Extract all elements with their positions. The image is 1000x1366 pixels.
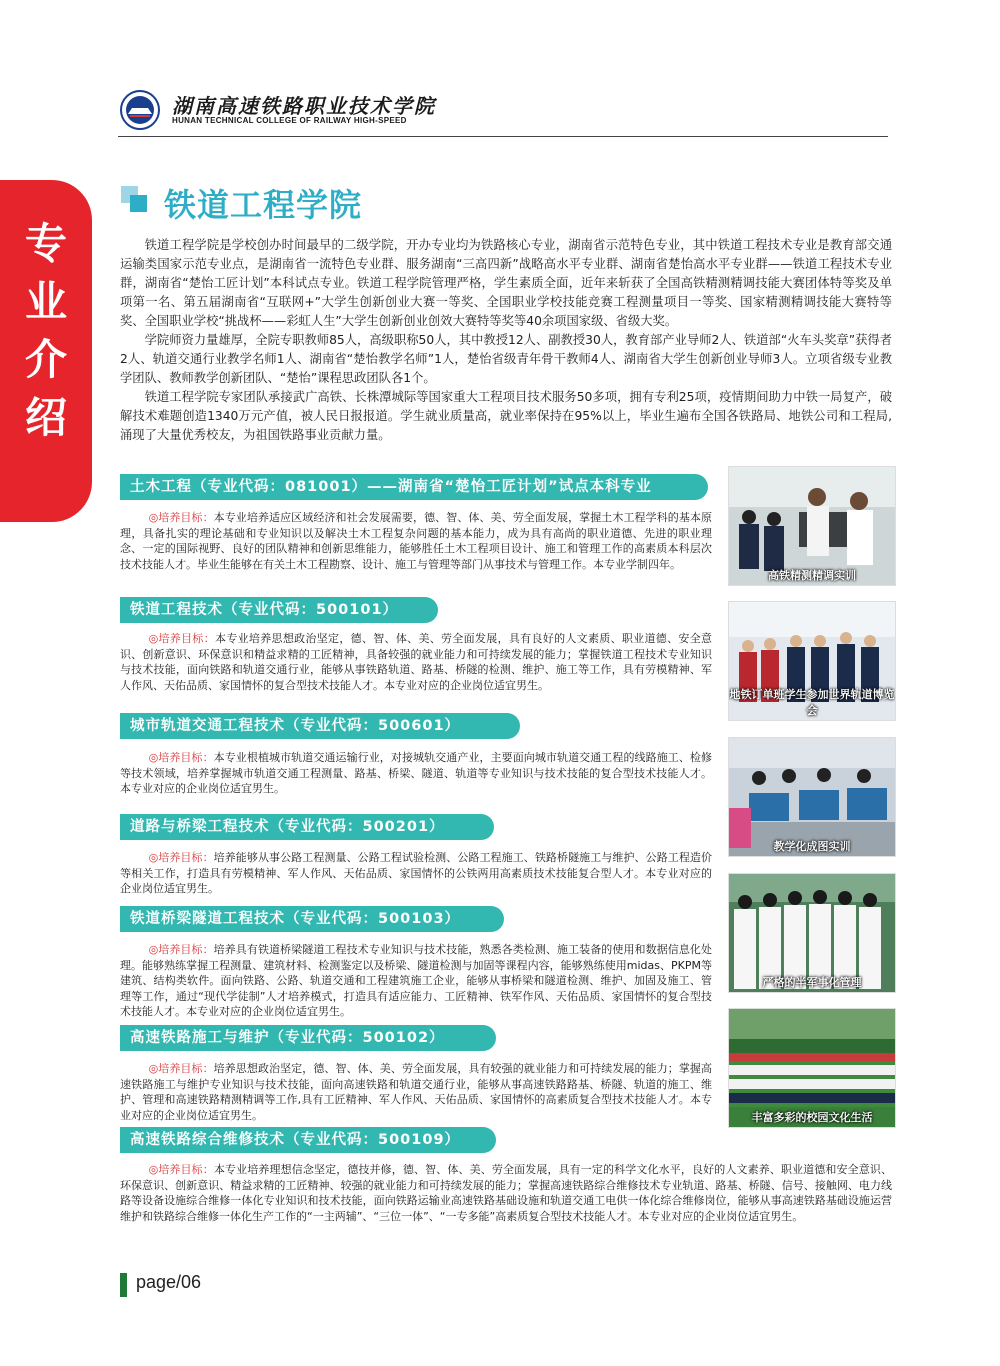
program-description: [120, 631, 712, 693]
page-title: 铁道工程学院: [164, 186, 363, 224]
intro-paragraph: 铁道工程学院是学校创办时间最早的二级学院，开办专业均为铁路核心专业，湖南省示范特色专业，其中铁道工程技术专业是教育部交通运输类国家示范专业点，是湖南省一流特色专业群、服务湖南“三高四新”战略高水平专业群、湖南省楚怡高水平专业群——铁道工程技术专业群，湖南省“楚怡工匠计划”本科试点专业。铁道工程学院管理严格，学生素质全面，近年来斩获了全国高铁精测精调技能大赛团体特等奖及单项第一名、第五届湖南省“互联网+”大学生创新创业大赛一等奖、全国职业学校技能竞赛工程测量项目一等奖、国家精测精调技能大赛特等奖、全国职业学校“挑战杯——彩虹人生”大学生创新创业创效大赛特等奖等40余项国家级、省级大奖。: [120, 238, 892, 328]
photo-military-management: [728, 873, 896, 993]
program-description: [120, 510, 712, 572]
program-goal-text: 本专业培养理想信念坚定，德技并修，德、智、体、美、劳全面发展，具有一定的科学文化水平，良好的人文素养、职业道德和安全意识、环保意识、创新意识、精益求精的工匠精神、较强的就业能力和可持续发展的能力；掌握高速铁路综合维修技术专业轨道、路基、桥隧、信号、接触网、电力线路等设备设施综合维修一体化专业知识和技术技能，面向铁路运输业高速铁路基础设施和轨道交通工电供一体化综合维修岗位，能够从事高速铁路基础设施运营维护和铁路综合维修一体化生产工作的“一主两辅”、“三位一体”、“一专多能”高素质复合型技术技能人才。本专业对应的企业岗位适宜男生。: [120, 1163, 892, 1223]
photo-survey-training: [728, 466, 896, 586]
header-divider: [118, 136, 888, 137]
program-goal-text: 培养思想政治坚定，德、智、体、美、劳全面发展，具有较强的就业能力和可持续发展的能力；掌握高速铁路施工与维护专业知识与技术技能，面向高速铁路和轨道交通行业，能够从事高速铁路路基、桥隧、轨道的施工、维护、管理和高速铁路精测精调等工作,具有工匠精神、军人作风、天佑品质、家国情怀的高素质复合型技术技能人才。本专业对应的企业岗位适宜男生。: [120, 1062, 712, 1122]
program-header: 铁道工程技术（专业代码：500101）: [120, 597, 438, 623]
program-goal-text: 本专业培养适应区域经济和社会发展需要，德、智、体、美、劳全面发展，掌握土木工程学科的基本原理，具备扎实的理论基础和专业知识以及解决土木工程复杂问题的基本能力，成为具有高尚的职业道德、先进的职业理念、一定的国际视野、良好的团队精神和创新思维能力，能够胜任土木工程项目设计、施工和管理工作的高素质本科层次技术技能人才。毕业生能够在有关土木工程勘察、设计、施工与管理等部门从事技术与管理工作。本专业学制四年。: [120, 511, 712, 571]
program-description: [120, 1061, 712, 1123]
intro-paragraph: 铁道工程学院专家团队承接武广高铁、长株潭城际等国家重大工程项目技术服务50多项，拥有专利25项，疫情期间助力中铁一局复产，破解技术难题创造1340万元产值，被人民日报报道。学生就业质量高，就业率保持在95%以上，毕业生遍布全国各铁路局、地铁公司和工程局, 涌现了大量优秀校友，为祖国铁路事业贡献力量。: [120, 390, 892, 442]
photo-caption: 高铁精测精调实训: [768, 569, 856, 582]
program-description: [120, 1162, 892, 1224]
title-square-icon: [121, 186, 151, 212]
school-name-cn: 湖南高速铁路职业技术学院: [172, 94, 436, 118]
program-description: [120, 850, 712, 897]
program-header: 铁道桥梁隧道工程技术（专业代码：500103）: [120, 906, 504, 932]
program-goal-label: ◎培养目标：: [148, 851, 214, 864]
program-goal-label: ◎培养目标：: [148, 751, 214, 764]
photo-caption: 地铁订单班学生参加世界轨道博览会: [729, 688, 895, 717]
program-goal-text: 培养具有铁道桥梁隧道工程技术专业知识与技术技能，熟悉各类检测、施工装备的使用和数据信息化处理。能够熟练掌握工程测量、建筑材料、检测鉴定以及桥梁、隧道检测与加固等课程内容，能够熟练使用midas、PKPM等建筑、结构类软件。面向铁路、公路、轨道交通和工程建筑施工企业，能够从事桥梁和隧道检测、维护、加固及施工、管理等工作，通过“现代学徒制”人才培养模式，打造具有适应能力、工匠精神、铁军作风、天佑品质、家国情怀的复合型技术技能人才。本专业对应的企业岗位适宜男生。: [120, 943, 712, 1019]
photo-caption: 教学化成图实训: [773, 840, 851, 853]
program-goal-label: ◎培养目标：: [148, 1062, 214, 1075]
photo-expo: [728, 601, 896, 721]
photo-caption: 严格的半军事化管理: [762, 976, 862, 989]
side-label-text: 专业介绍: [24, 219, 67, 442]
program-goal-label: ◎培养目标：: [148, 1163, 214, 1176]
page-number: page/06: [136, 1272, 202, 1292]
program-description: [120, 750, 712, 797]
photo-campus-life: [728, 1008, 896, 1128]
photo-mapping-training: [728, 737, 896, 857]
program-header: 高速铁路综合维修技术（专业代码：500109）: [120, 1127, 496, 1153]
program-goal-label: ◎培养目标：: [148, 511, 214, 524]
page-header: [118, 88, 898, 134]
program-description: [120, 942, 712, 1020]
program-goal-text: 本专业根植城市轨道交通运输行业，对接城轨交通产业，主要面向城市轨道交通工程的线路施工、检修等技术领域，培养掌握城市轨道交通工程测量、路基、桥梁、隧道、轨道等专业知识与技术技能的复合型技术技能人才。本专业对应的企业岗位适宜男生。: [120, 751, 712, 796]
program-goal-label: ◎培养目标：: [148, 943, 214, 956]
program-header: 土木工程（专业代码：081001）——湖南省“楚怡工匠计划”试点本科专业: [120, 474, 708, 500]
program-header: 城市轨道交通工程技术（专业代码：500601）: [120, 713, 520, 739]
program-goal-label: ◎培养目标：: [148, 632, 216, 645]
photo-caption: 丰富多彩的校园文化生活: [751, 1111, 873, 1124]
intro-text: [120, 236, 892, 445]
program-goal-text: 本专业培养思想政治坚定，德、智、体、美、劳全面发展，具有良好的人文素质、职业道德、安全意识、创新意识、环保意识和精益求精的工匠精神，具备较强的就业能力和可持续发展的能力；掌握铁道工程技术专业知识与技术技能，面向铁路和轨道交通行业，能够从事铁路轨道、路基、桥隧的检测、维护、施工等工作，具有劳模精神、军人作风、天佑品质、家国情怀的复合型技术技能人才。本专业对应的企业岗位适宜男生。: [120, 632, 712, 692]
school-name-en: HUNAN TECHNICAL COLLEGE OF RAILWAY HIGH-SPEED: [172, 116, 407, 125]
section-side-label: [0, 215, 92, 447]
footer-accent-bar: [120, 1273, 127, 1297]
program-goal-text: 培养能够从事公路工程测量、公路工程试验检测、公路工程施工、铁路桥隧施工与维护、公路工程造价等相关工作，打造具有劳模精神、军人作风、天佑品质、家国情怀的公铁两用高素质技术技能复合型人才。本专业对应的企业岗位适宜男生。: [120, 851, 712, 896]
program-header: 高速铁路施工与维护（专业代码：500102）: [120, 1025, 496, 1051]
school-emblem-icon: [120, 90, 160, 130]
program-header: 道路与桥梁工程技术（专业代码：500201）: [120, 814, 494, 840]
intro-paragraph: 学院师资力量雄厚，全院专职教师85人，高级职称50人，其中教授12人、副教授30人，教育部产业导师2人、铁道部“火车头奖章”获得者2人、轨道交通行业教学名师1人、湖南省“楚怡教学名师”1人，楚怡省级青年骨干教师4人、湖南省大学生创新创业导师3人。立项省级专业教学团队、教师教学创新团队、“楚怡”课程思政团队各1个。: [120, 333, 892, 385]
